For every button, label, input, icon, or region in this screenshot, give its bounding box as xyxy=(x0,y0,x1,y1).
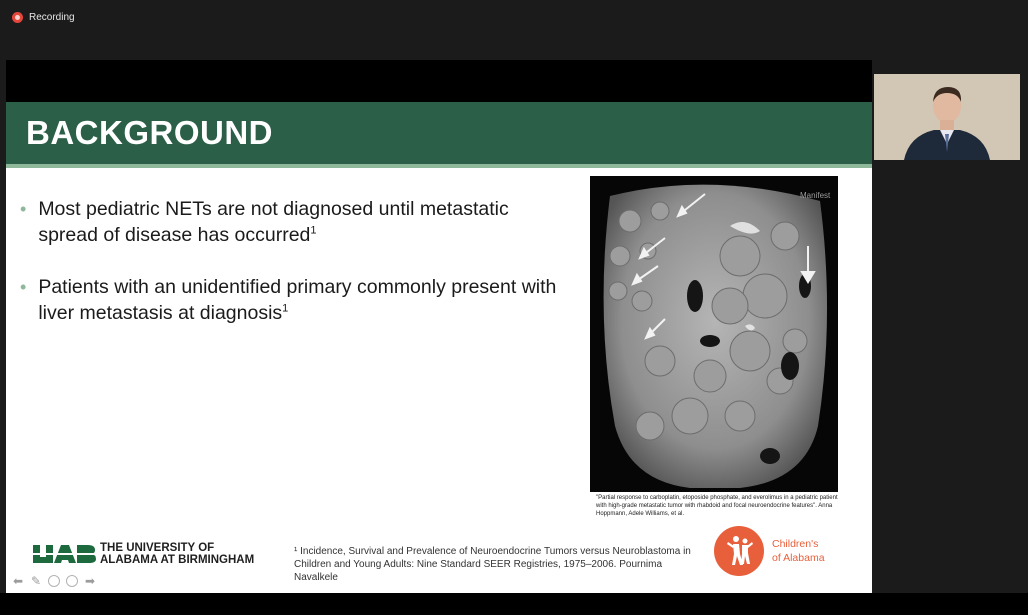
presenter-avatar xyxy=(874,74,1020,160)
reference-footnote: ¹ Incidence, Survival and Prevalence of Neuroendocrine Tumors versus Neuroblastoma in Children and Young Adults: Nine Standard SEER Registries, 1975–2006. Pournima Navalkele xyxy=(294,546,691,583)
uab-mark-icon xyxy=(32,543,96,565)
image-caption: "Partial response to carboplatin, etoposide phosphate, and everolimus in a pediatric patient with high-grade metastatic tumor with rhabdoid and focal neuroendocrine features". Anna Hoppmann, Adele Williams, et al. xyxy=(596,495,838,517)
footnote-marker: 1 xyxy=(282,302,289,315)
ct-scan-image xyxy=(590,176,838,492)
coa-line-1: Children's xyxy=(772,538,819,550)
zoom-icon[interactable] xyxy=(48,575,60,587)
bullet-item xyxy=(20,196,560,248)
bottom-bar xyxy=(0,593,1028,615)
shared-slide xyxy=(6,102,872,593)
recording-label: Recording xyxy=(29,12,75,23)
footnote-marker: 1 xyxy=(310,224,317,237)
bullet-item xyxy=(20,274,560,326)
recording-dot-icon xyxy=(12,12,23,23)
recording-indicator[interactable] xyxy=(12,12,75,23)
uab-logo xyxy=(32,542,254,566)
uab-line-1: THE UNIVERSITY OF xyxy=(100,542,215,554)
pen-icon[interactable]: ✎ xyxy=(30,574,42,588)
slide-title: BACKGROUND xyxy=(26,114,273,151)
more-icon[interactable] xyxy=(66,575,78,587)
ct-scan-illustration xyxy=(590,176,838,492)
slide-nav-controls xyxy=(12,575,96,587)
bullet-text: Patients with an unidentified primary commonly present with liver metastasis at diagnosis xyxy=(38,276,557,324)
prev-arrow-icon[interactable]: ⬅ xyxy=(12,574,24,588)
childrens-of-alabama-logo xyxy=(714,526,825,576)
bullet-marker: • xyxy=(20,277,27,297)
participant-video[interactable] xyxy=(874,74,1020,160)
top-bar xyxy=(0,0,1028,60)
slide-title-bar xyxy=(6,102,872,168)
next-arrow-icon[interactable]: ➡ xyxy=(84,574,96,588)
coa-line-2: of Alabama xyxy=(772,552,825,564)
uab-line-2: ALABAMA AT BIRMINGHAM xyxy=(100,554,255,566)
bullet-text: Most pediatric NETs are not diagnosed until metastatic spread of disease has occurred xyxy=(38,198,509,246)
coa-emblem-icon xyxy=(714,526,764,576)
bullet-list xyxy=(20,196,560,352)
share-background xyxy=(6,60,872,102)
scan-overlay-text: Manifest xyxy=(800,191,831,200)
bullet-marker: • xyxy=(20,199,27,219)
